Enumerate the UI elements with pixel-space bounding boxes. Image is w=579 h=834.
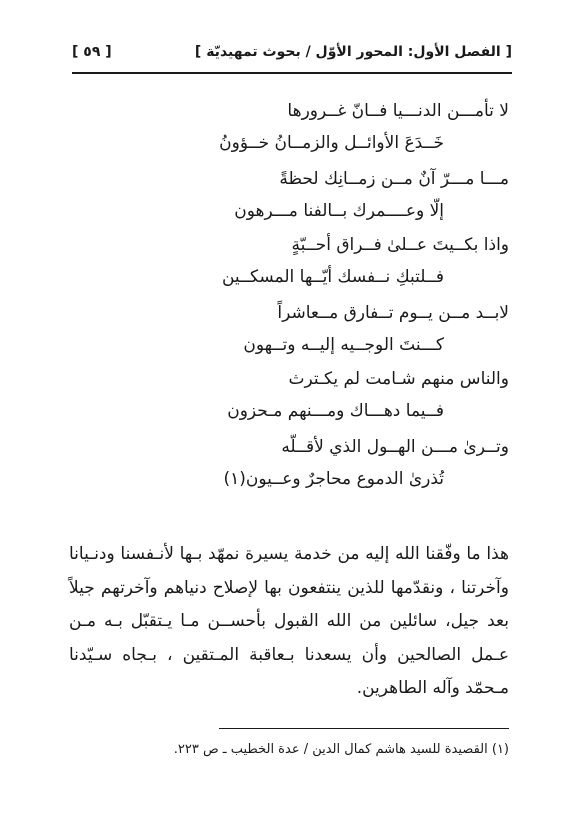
verse-6-first-hemistich: وتــرىٰ مـــن الهــول الذي لأقــلّه: [281, 437, 509, 457]
chapter-title: [ الفصل الأول: المحور الأوّل / بحوث تمهيديّة ]: [194, 44, 512, 60]
verse-6-second-hemistich: تُذرىٰ الدموع محاجرٌ وعــيون(١): [223, 469, 444, 489]
verse-3-first-hemistich: واذا بكــيتَ عــلىٰ فــراق أحــبّةٍ: [291, 235, 509, 255]
verse-5-first-hemistich: والناس منهم شـامت لم يكـترث: [288, 369, 509, 389]
verse-1-first-hemistich: لا تأمـــن الدنـــيا فــانّ غــرورها: [287, 101, 509, 121]
footnote: (١) القصيدة للسيد هاشم كمال الدين / عدة الخطيب ـ ص ٢٢٣.: [173, 742, 509, 757]
running-header: [72, 44, 512, 70]
verse-2-first-hemistich: مـــا مـــرّ آنٌ مــن زمــانِك لحظةً: [279, 169, 509, 189]
verse-4-second-hemistich: كـــنتَ الوجــيه إليــه وتــهون: [243, 335, 444, 355]
verse-3-second-hemistich: فــلتبكِ نــفسك أيّــها المسكــين: [221, 267, 444, 287]
header-divider: [72, 72, 512, 74]
footnote-divider: [219, 728, 509, 729]
verse-5-second-hemistich: فــيما دهـــاك ومـــنهم مـحزون: [227, 401, 444, 421]
verse-1-second-hemistich: خَــدَعَ الأوائــل والزمــانُ خــؤونُ: [219, 133, 444, 153]
closing-paragraph: [69, 538, 509, 706]
verse-4-first-hemistich: لابــد مــن يــوم تــفارق مــعاشراً: [277, 303, 509, 323]
verse-2-second-hemistich: إلّا وعــــمرك بــالفنا مـــرهون: [234, 201, 444, 221]
page-number: [ ٥٩ ]: [72, 44, 112, 60]
paragraph-text: هذا ما وفّقنا الله إليه من خدمة يسيرة نمهّد بـها لأنـفسنا ودنـيانا وآخرتنا ، ونقدّمها للذين ينتفعون بها لإصلاح دنياهم وآخرتهم جيلاً بعد جيل، سائلين من الله القبول بأحســن مـا يـتقبّل بـه مـن عـمل الصالحين وأن يسعدنا بـعاقبة المـتقين ، بـجاه سـيّدنا مـحمّد وآله الطاهرين.: [69, 544, 509, 698]
